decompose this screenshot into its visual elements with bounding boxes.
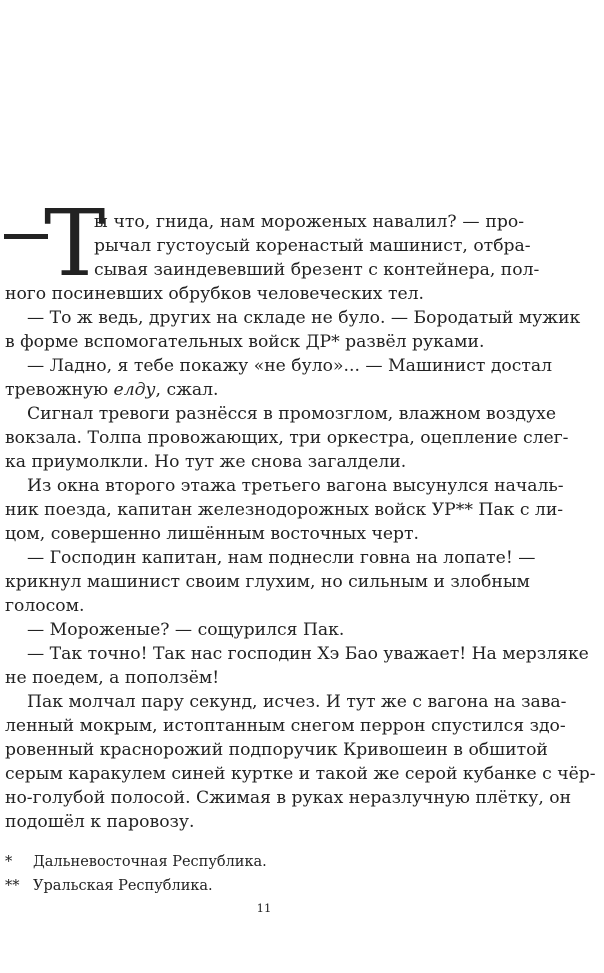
text-line: но-голубой полосой. Сжимая в руках неразлучную плётку, он [5, 788, 572, 808]
drop-cap: Т [44, 190, 106, 297]
footnote [5, 852, 565, 872]
text-line: рычал густоусый коренастый машинист, отбра- [94, 236, 531, 256]
text-line: цом, совершенно лишённым восточных черт. [5, 524, 420, 544]
text-line: ник поезда, капитан железнодорожных войск УР** Пак с ли- [5, 500, 564, 520]
page-number: 11 [256, 901, 272, 915]
text-fragment: , сжал. [155, 380, 219, 400]
footnote-text: Дальневосточная Республика. [33, 854, 267, 870]
text-line: ного посиневших обрубков человеческих тел. [5, 284, 425, 304]
text-line: голосом. [5, 596, 85, 616]
footnote-text: Уральская Республика. [33, 878, 213, 894]
opening-dash [4, 234, 48, 239]
text-line [5, 378, 524, 402]
text-line: в форме вспомогательных войск ДР* развёл руками. [5, 332, 485, 352]
text-line: — Господин капитан, нам поднесли говна на лопате! — [27, 548, 536, 568]
text-line: вокзала. Толпа провожающих, три оркестра, оцепление слег- [5, 428, 569, 448]
text-line: ровенный краснорожий подпоручик Кривошеин в обшитой [5, 740, 548, 760]
text-line: не поедем, а поползём! [5, 668, 220, 688]
text-line: сывая заиндевевший брезент с контейнера, пол- [94, 260, 540, 280]
text-line: — То ж ведь, других на складе не було. — Бородатый мужик [27, 308, 581, 328]
text-line: ка приумолкли. Но тут же снова загалдели. [5, 452, 407, 472]
text-line: Сигнал тревоги разнёсся в промозглом, влажном воздухе [27, 404, 556, 424]
text-fragment: тревожную [5, 380, 109, 400]
text-line: Пак молчал пару секунд, исчез. И тут же с вагона на зава- [27, 692, 567, 712]
text-line: — Ладно, я тебе покажу «не було»... — Машинист достал [27, 356, 553, 376]
text-line: крикнул машинист своим глухим, но сильным и злобным [5, 572, 530, 592]
footnote-mark: ** [5, 878, 20, 894]
text-line: — Мороженые? — сощурился Пак. [27, 620, 345, 640]
text-line: — Так точно! Так нас господин Хэ Бао уважает! На мерзляке [27, 644, 589, 664]
text-line: ы что, гнида, нам мороженых навалил? — про- [94, 212, 524, 232]
text-line: ленный мокрым, истоптанным снегом перрон спустился здо- [5, 716, 566, 736]
text-line: Из окна второго этажа третьего вагона высунулся началь- [27, 476, 564, 496]
footnote-mark: * [5, 854, 13, 870]
text-line: серым каракулем синей куртке и такой же серой кубанке с чёр- [5, 764, 596, 784]
italic-word: елду [113, 380, 156, 400]
footnote [5, 876, 565, 896]
text-line: подошёл к паровозу. [5, 812, 195, 832]
